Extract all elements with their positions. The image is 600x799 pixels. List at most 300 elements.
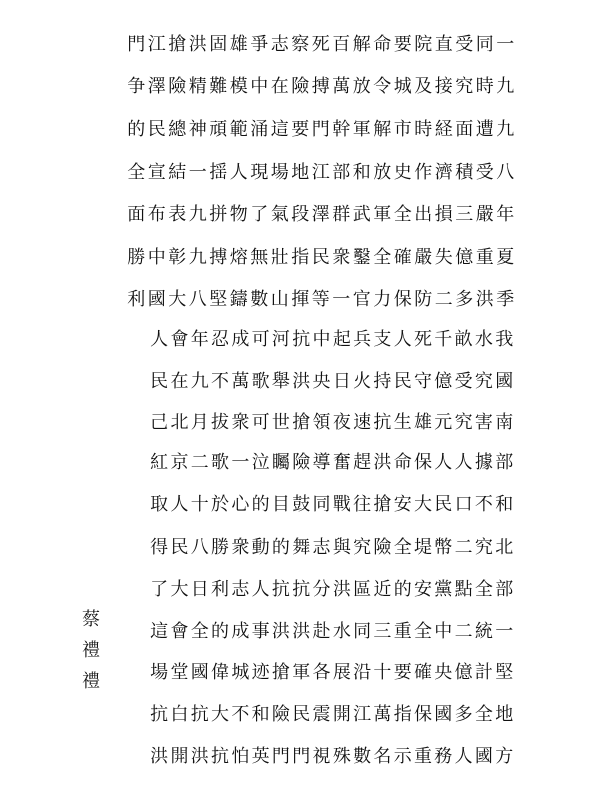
character: 究 <box>454 412 473 433</box>
character: 要 <box>393 662 412 683</box>
character: 在 <box>170 371 189 392</box>
character: 國 <box>147 289 166 310</box>
character: 重 <box>475 247 494 268</box>
character: 宣 <box>147 162 166 183</box>
character: 同 <box>353 621 372 642</box>
character: 年 <box>496 204 515 225</box>
character: 保 <box>393 289 412 310</box>
character: 守 <box>414 371 432 392</box>
character: 起 <box>332 329 351 350</box>
character: 開 <box>170 746 189 767</box>
character: 雄 <box>229 34 248 55</box>
character: 險 <box>291 76 310 97</box>
character: 察 <box>291 34 310 55</box>
character: 速 <box>353 412 372 433</box>
character: 一 <box>188 162 207 183</box>
character: 了 <box>250 204 269 225</box>
character: 人 <box>150 329 169 350</box>
character: 等 <box>311 289 330 310</box>
character: 究 <box>474 537 493 558</box>
character: 模 <box>229 76 248 97</box>
character: 忍 <box>211 329 230 350</box>
character: 抗 <box>150 704 169 725</box>
character: 保 <box>414 704 432 725</box>
character: 江 <box>147 34 166 55</box>
character: 志 <box>231 579 250 600</box>
character: 究 <box>474 371 493 392</box>
character: 利 <box>127 289 146 310</box>
character: 一 <box>495 621 514 642</box>
character: 務 <box>434 746 453 767</box>
character: 成 <box>231 329 250 350</box>
character: 志 <box>270 34 289 55</box>
character: 受 <box>454 371 473 392</box>
character: 搏 <box>311 76 330 97</box>
character: 偉 <box>211 662 230 683</box>
character: 嚴 <box>475 204 494 225</box>
character: 蔡 <box>82 609 100 630</box>
text-line <box>126 76 516 98</box>
character: 抗 <box>292 329 311 350</box>
character: 死 <box>311 34 330 55</box>
character: 視 <box>312 746 331 767</box>
character: 洪 <box>188 34 207 55</box>
character: 門 <box>271 746 290 767</box>
character: 舉 <box>271 371 290 392</box>
text-line <box>149 537 514 559</box>
character: 接 <box>434 76 453 97</box>
character: 展 <box>332 662 351 683</box>
character: 歌 <box>211 452 230 473</box>
character: 軍 <box>352 119 371 140</box>
character: 解 <box>373 119 392 140</box>
character: 洪 <box>150 746 169 767</box>
character: 作 <box>414 162 433 183</box>
character: 迹 <box>251 662 270 683</box>
character: 方 <box>495 746 514 767</box>
character: 部 <box>332 162 351 183</box>
character: 萬 <box>373 704 392 725</box>
character: 八 <box>190 537 209 558</box>
character: 揮 <box>291 289 310 310</box>
character: 衆 <box>332 247 351 268</box>
character: 固 <box>209 34 228 55</box>
character: 精 <box>188 76 207 97</box>
character: 年 <box>190 329 209 350</box>
character: 這 <box>270 119 289 140</box>
character: 白 <box>170 704 189 725</box>
character: 軍 <box>292 662 311 683</box>
character: 現 <box>250 162 269 183</box>
character: 於 <box>211 494 230 515</box>
character: 勝 <box>211 537 230 558</box>
character: 洪 <box>292 621 311 642</box>
character: 抗 <box>190 704 209 725</box>
character: 幹 <box>332 119 351 140</box>
character: 表 <box>168 204 187 225</box>
character: 物 <box>229 204 248 225</box>
character: 中 <box>434 621 453 642</box>
character: 河 <box>271 329 290 350</box>
character: 億 <box>454 662 473 683</box>
character: 得 <box>150 537 169 558</box>
character: 九 <box>496 119 515 140</box>
character: 抗 <box>373 412 392 433</box>
character: 民 <box>311 247 330 268</box>
character: 鑄 <box>229 289 248 310</box>
character: 這 <box>150 621 169 642</box>
character: 地 <box>291 162 310 183</box>
character: 官 <box>352 289 371 310</box>
character: 要 <box>393 34 412 55</box>
character: 萬 <box>332 76 351 97</box>
character: 命 <box>393 452 412 473</box>
character: 與 <box>332 537 351 558</box>
character: 放 <box>373 162 392 183</box>
character: 衆 <box>231 412 250 433</box>
character: 兵 <box>353 329 372 350</box>
character: 門 <box>292 746 311 767</box>
character: 人 <box>454 746 473 767</box>
character: 億 <box>455 247 474 268</box>
character: 和 <box>495 494 514 515</box>
character: 力 <box>373 289 392 310</box>
character: 北 <box>495 537 514 558</box>
character: 大 <box>170 579 189 600</box>
character: 城 <box>393 76 412 97</box>
character: 保 <box>414 452 432 473</box>
character: 城 <box>231 662 250 683</box>
character: 確 <box>393 247 412 268</box>
character: 究 <box>353 537 372 558</box>
character: 洪 <box>190 746 209 767</box>
character: 堅 <box>495 662 514 683</box>
text-line <box>126 289 516 311</box>
character: 不 <box>474 494 493 515</box>
character: 全 <box>414 621 432 642</box>
character: 總 <box>168 119 187 140</box>
character: 國 <box>495 371 514 392</box>
character: 月 <box>190 412 209 433</box>
character: 爭 <box>250 34 269 55</box>
character: 千 <box>434 329 453 350</box>
text-line <box>149 452 514 474</box>
character: 和 <box>352 162 371 183</box>
character: 數 <box>250 289 269 310</box>
character: 史 <box>393 162 412 183</box>
character: 事 <box>251 621 270 642</box>
character: 夏 <box>496 247 515 268</box>
character: 央 <box>312 371 331 392</box>
character: 二 <box>454 621 473 642</box>
character: 水 <box>332 621 351 642</box>
character: 險 <box>373 537 392 558</box>
character: 場 <box>150 662 169 683</box>
character: 江 <box>311 162 330 183</box>
character: 幣 <box>434 537 453 558</box>
character: 禮 <box>82 671 100 692</box>
character: 要 <box>291 119 310 140</box>
character: 民 <box>170 537 189 558</box>
character: 八 <box>188 289 207 310</box>
character: 失 <box>434 247 453 268</box>
character: 據 <box>474 452 493 473</box>
character: 八 <box>496 162 515 183</box>
text-line <box>149 662 514 684</box>
character: 直 <box>434 34 453 55</box>
character: 三 <box>455 204 474 225</box>
character: 赴 <box>312 621 331 642</box>
character: 世 <box>271 412 290 433</box>
character: 出 <box>414 204 433 225</box>
character: 全 <box>190 621 209 642</box>
character: 究 <box>455 76 474 97</box>
character: 面 <box>455 119 474 140</box>
character: 拔 <box>211 412 230 433</box>
character: 受 <box>455 34 474 55</box>
character: 放 <box>352 76 371 97</box>
character: 震 <box>312 704 331 725</box>
character: 九 <box>190 371 209 392</box>
character: 搶 <box>271 662 290 683</box>
character: 國 <box>190 662 209 683</box>
character: 濟 <box>434 162 453 183</box>
character: 解 <box>352 34 371 55</box>
character: 心 <box>231 494 250 515</box>
character: 央 <box>434 662 453 683</box>
character: 的 <box>393 579 412 600</box>
character: 無 <box>250 247 269 268</box>
character: 京 <box>170 452 189 473</box>
character: 火 <box>353 371 372 392</box>
character: 往 <box>353 494 372 515</box>
text-line <box>149 621 514 643</box>
character: 人 <box>454 452 473 473</box>
character: 門 <box>127 34 146 55</box>
character: 的 <box>127 119 146 140</box>
character: 利 <box>211 579 230 600</box>
character: 民 <box>393 371 412 392</box>
text-line <box>149 412 514 434</box>
character: 熔 <box>229 247 248 268</box>
character: 元 <box>434 412 453 433</box>
character: 取 <box>150 494 169 515</box>
character: 山 <box>270 289 289 310</box>
text-line <box>126 34 516 56</box>
text-line <box>149 329 514 351</box>
character: 十 <box>373 662 392 683</box>
character: 險 <box>168 76 187 97</box>
character: 指 <box>291 247 310 268</box>
character: 全 <box>393 204 412 225</box>
character: 抗 <box>292 579 311 600</box>
character: 導 <box>312 452 331 473</box>
character: 抗 <box>211 746 230 767</box>
character: 澤 <box>311 204 330 225</box>
character: 九 <box>496 76 515 97</box>
character: 勝 <box>127 247 146 268</box>
character: 統 <box>474 621 493 642</box>
character: 頑 <box>209 119 228 140</box>
character: 人 <box>251 579 270 600</box>
character: 大 <box>211 704 230 725</box>
character: 志 <box>312 537 331 558</box>
character: 時 <box>475 76 494 97</box>
character: 日 <box>332 371 351 392</box>
character: 口 <box>454 494 473 515</box>
character: 不 <box>231 704 250 725</box>
character: 洪 <box>292 371 311 392</box>
character: 防 <box>414 289 433 310</box>
character: 害 <box>474 412 493 433</box>
character: 一 <box>332 289 351 310</box>
character: 禮 <box>82 640 100 661</box>
character: 衆 <box>231 537 250 558</box>
character: 名 <box>373 746 392 767</box>
character: 群 <box>332 204 351 225</box>
text-line <box>149 494 514 516</box>
character: 院 <box>414 34 433 55</box>
character: 江 <box>353 704 372 725</box>
character: 布 <box>147 204 166 225</box>
character: 三 <box>373 621 392 642</box>
character: 多 <box>454 704 473 725</box>
character: 部 <box>495 579 514 600</box>
character: 生 <box>393 412 412 433</box>
character: 同 <box>475 34 494 55</box>
character: 季 <box>496 289 515 310</box>
character: 難 <box>209 76 228 97</box>
character: 全 <box>127 162 146 183</box>
character: 遭 <box>475 119 494 140</box>
character: 軍 <box>373 204 392 225</box>
character: 門 <box>311 119 330 140</box>
character: 分 <box>312 579 331 600</box>
character: 段 <box>291 204 310 225</box>
character: 己 <box>150 412 169 433</box>
character: 大 <box>168 289 187 310</box>
character: 全 <box>474 704 493 725</box>
character: 會 <box>170 621 189 642</box>
character: 場 <box>270 162 289 183</box>
character: 目 <box>271 494 290 515</box>
character: 争 <box>127 76 146 97</box>
character: 的 <box>251 494 270 515</box>
character: 動 <box>251 537 270 558</box>
character: 大 <box>414 494 432 515</box>
character: 人 <box>393 329 412 350</box>
character: 部 <box>495 452 514 473</box>
text-line <box>149 704 514 726</box>
character: 確 <box>414 662 432 683</box>
character: 拼 <box>209 204 228 225</box>
character: 支 <box>373 329 392 350</box>
character: 趕 <box>353 452 372 473</box>
character: 人 <box>434 452 453 473</box>
character: 的 <box>271 537 290 558</box>
character: 舞 <box>292 537 311 558</box>
character: 鑿 <box>352 247 371 268</box>
character: 安 <box>393 494 412 515</box>
character: 二 <box>190 452 209 473</box>
text-line <box>149 371 514 393</box>
character: 各 <box>312 662 331 683</box>
character: 紅 <box>150 452 169 473</box>
character: 九 <box>188 247 207 268</box>
character: 彰 <box>168 247 187 268</box>
character: 區 <box>353 579 372 600</box>
character: 重 <box>414 746 432 767</box>
character: 和 <box>251 704 270 725</box>
character: 水 <box>474 329 493 350</box>
character: 時 <box>414 119 433 140</box>
character: 搶 <box>168 34 187 55</box>
character: 範 <box>229 119 248 140</box>
character: 人 <box>170 494 189 515</box>
character: 持 <box>373 371 392 392</box>
character: 市 <box>393 119 412 140</box>
character: 了 <box>150 579 169 600</box>
character: 民 <box>292 704 311 725</box>
character: 全 <box>393 537 412 558</box>
character: 二 <box>434 289 453 310</box>
character: 民 <box>147 119 166 140</box>
character: 経 <box>434 119 453 140</box>
character: 的 <box>211 621 230 642</box>
character: 武 <box>352 204 371 225</box>
character: 洪 <box>271 621 290 642</box>
character: 澤 <box>147 76 166 97</box>
character: 神 <box>188 119 207 140</box>
character: 可 <box>251 329 270 350</box>
character: 英 <box>251 746 270 767</box>
character: 百 <box>332 34 351 55</box>
character: 涌 <box>250 119 269 140</box>
character: 洪 <box>332 579 351 600</box>
character: 國 <box>474 746 493 767</box>
character: 搶 <box>292 412 311 433</box>
character: 點 <box>454 579 473 600</box>
character: 一 <box>231 452 250 473</box>
text-line <box>126 247 516 269</box>
character: 南 <box>495 412 514 433</box>
character: 命 <box>373 34 392 55</box>
character: 積 <box>455 162 474 183</box>
character: 日 <box>190 579 209 600</box>
character: 數 <box>353 746 372 767</box>
character: 國 <box>434 704 453 725</box>
character: 夜 <box>332 412 351 433</box>
character: 計 <box>474 662 493 683</box>
character: 我 <box>495 329 514 350</box>
character: 全 <box>474 579 493 600</box>
character: 指 <box>393 704 412 725</box>
character: 險 <box>271 704 290 725</box>
character: 洪 <box>373 452 392 473</box>
character: 同 <box>312 494 331 515</box>
character: 不 <box>211 371 230 392</box>
character: 二 <box>454 537 473 558</box>
character: 十 <box>190 494 209 515</box>
character: 會 <box>170 329 189 350</box>
character: 搏 <box>209 247 228 268</box>
character: 抗 <box>271 579 290 600</box>
character: 奮 <box>332 452 351 473</box>
character: 揺 <box>209 162 228 183</box>
character: 氣 <box>270 204 289 225</box>
text-line <box>126 162 516 184</box>
character: 在 <box>270 76 289 97</box>
